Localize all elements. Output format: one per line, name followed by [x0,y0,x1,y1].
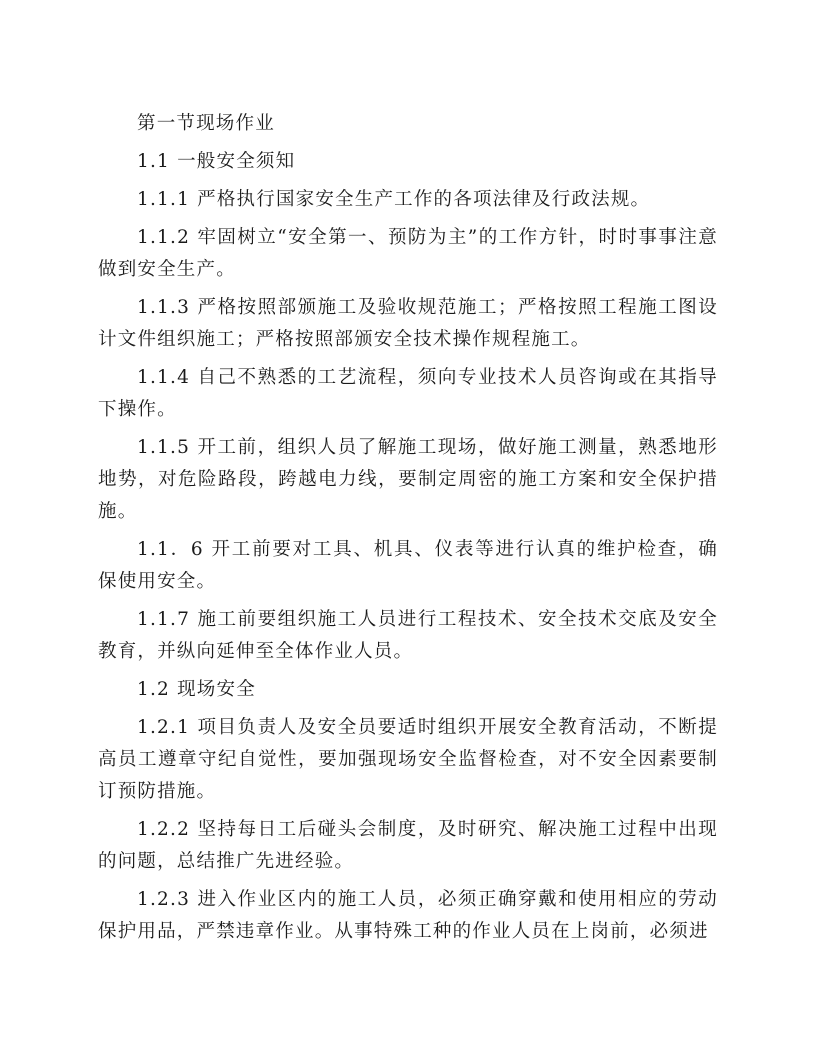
paragraph: 1.2.3 进入作业区内的施工人员，必须正确穿戴和使用相应的劳动保护用品，严禁违章作业。从事特殊工种的作业人员在上岗前，必须进 [98,889,718,942]
paragraph: 1.1.1 严格执行国家安全生产工作的各项法律及行政法规。 [137,189,651,210]
paragraph: 1.2.1 项目负责人及安全员要适时组织开展安全教育活动，不断提高员工遵章守纪自觉性，要加强现场安全监督检查，对不安全因素要制订预防措施。 [98,717,718,802]
paragraph: 1.2.2 坚持每日工后碰头会制度，及时研究、解决施工过程中出现的问题，总结推广先进经验。 [98,819,718,872]
paragraph: 1.1.7 施工前要组织施工人员进行工程技术、安全技术交底及安全教育，并纵向延伸至全体作业人员。 [98,609,718,662]
paragraph: 1.1.2 牢固树立“安全第一、预防为主”的工作方针，时时事事注意做到安全生产。 [98,227,718,280]
paragraph: 1.1.3 严格按照部颁施工及验收规范施工；严格按照工程施工图设计文件组织施工；严格按照部颁安全技术操作规程施工。 [98,297,718,350]
subsection-heading: 1.1 一般安全须知 [137,151,296,172]
paragraph: 1.1．6 开工前要对工具、机具、仪表等进行认真的维护检查，确保使用安全。 [98,539,718,592]
paragraph: 1.1.4 自己不熟悉的工艺流程，须向专业技术人员咨询或在其指导下操作。 [98,367,718,420]
paragraph: 1.1.5 开工前，组织人员了解施工现场，做好施工测量，熟悉地形地势，对危险路段，跨越电力线，要制定周密的施工方案和安全保护措施。 [98,437,718,522]
subsection-heading: 1.2 现场安全 [137,679,256,700]
section-title: 第一节现场作业 [137,113,275,134]
document-page [98,108,718,954]
